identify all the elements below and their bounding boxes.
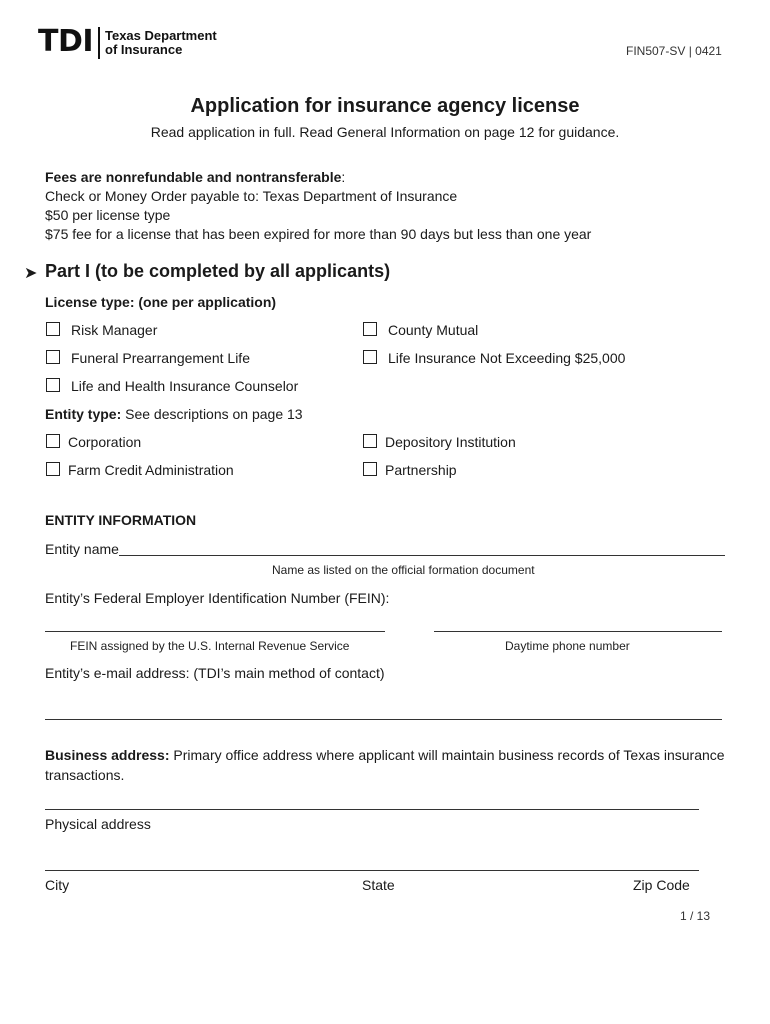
agency-name-line2: of Insurance <box>105 42 183 57</box>
license-type-label: License type: (one per application) <box>45 294 277 310</box>
checkbox-corporation[interactable] <box>46 434 60 448</box>
tdi-logo: TDI <box>38 24 94 59</box>
entity-type-label <box>45 406 303 422</box>
daytime-phone-field[interactable] <box>434 631 722 632</box>
license-type-life-health-counselor: Life and Health Insurance Counselor <box>71 378 299 394</box>
fees-line-3: $75 fee for a license that has been expired for more than 90 days but less than one year <box>45 226 592 242</box>
fees-line-1: Check or Money Order payable to: Texas Department of Insurance <box>45 188 458 204</box>
entity-type-label-text: Entity type: <box>45 406 122 422</box>
agency-name <box>105 29 217 57</box>
logo-divider <box>98 27 100 59</box>
fees-line-2: $50 per license type <box>45 207 171 223</box>
phone-hint: Daytime phone number <box>505 639 630 653</box>
entity-type-depository-institution: Depository Institution <box>385 434 516 450</box>
email-label: Entity’s e-mail address: (TDI’s main method of contact) <box>45 665 385 681</box>
entity-type-partnership: Partnership <box>385 462 457 478</box>
license-type-county-mutual: County Mutual <box>388 322 479 338</box>
business-address-label-text: Business address: <box>45 747 170 763</box>
fein-hint: FEIN assigned by the U.S. Internal Revenue Service <box>70 639 350 653</box>
city-label: City <box>45 877 70 893</box>
checkbox-life-health-counselor[interactable] <box>46 378 60 392</box>
fees-heading-text: Fees are nonrefundable and nontransferable <box>45 169 342 185</box>
entity-name-field[interactable] <box>119 555 725 556</box>
checkbox-partnership[interactable] <box>363 462 377 476</box>
business-address-note-2: transactions. <box>45 767 125 783</box>
city-state-zip-field[interactable] <box>45 870 699 871</box>
page-number: 1 / 13 <box>680 909 711 923</box>
checkbox-funeral-prearrangement-life[interactable] <box>46 350 60 364</box>
entity-type-corporation: Corporation <box>68 434 142 450</box>
state-label: State <box>362 877 395 893</box>
page-title: Application for insurance agency license <box>190 95 580 117</box>
checkbox-county-mutual[interactable] <box>363 322 377 336</box>
fees-heading-colon: : <box>341 169 346 185</box>
entity-type-farm-credit-administration: Farm Credit Administration <box>68 462 234 478</box>
physical-address-field[interactable] <box>45 809 699 810</box>
business-address-note: Primary office address where applicant will maintain business records of Texas insurance <box>169 747 725 763</box>
form-code: FIN507-SV | 0421 <box>626 44 722 58</box>
page-subtitle: Read application in full. Read General Information on page 12 for guidance. <box>150 124 620 140</box>
entity-type-note: See descriptions on page 13 <box>121 406 303 422</box>
checkbox-life-insurance-25000[interactable] <box>363 350 377 364</box>
fein-label: Entity’s Federal Employer Identification Number (FEIN): <box>45 590 390 606</box>
license-type-risk-manager: Risk Manager <box>71 322 158 338</box>
business-address-label <box>45 747 725 763</box>
license-type-funeral-prearrangement-life: Funeral Prearrangement Life <box>71 350 250 366</box>
checkbox-farm-credit-administration[interactable] <box>46 462 60 476</box>
part1-heading: Part I (to be completed by all applicants) <box>45 261 391 281</box>
fein-field[interactable] <box>45 631 385 632</box>
entity-info-heading: ENTITY INFORMATION <box>45 512 197 528</box>
checkbox-depository-institution[interactable] <box>363 434 377 448</box>
fees-heading <box>45 169 345 185</box>
email-field[interactable] <box>45 719 722 720</box>
agency-name-line1: Texas Department <box>105 28 217 43</box>
entity-name-label: Entity name <box>45 541 119 557</box>
zip-code-label: Zip Code <box>633 877 690 893</box>
checkbox-risk-manager[interactable] <box>46 322 60 336</box>
physical-address-label: Physical address <box>45 816 151 832</box>
license-type-life-insurance-25000: Life Insurance Not Exceeding $25,000 <box>388 350 626 366</box>
entity-name-hint: Name as listed on the official formation document <box>272 563 535 577</box>
arrow-right-icon: ➤ <box>24 265 38 282</box>
